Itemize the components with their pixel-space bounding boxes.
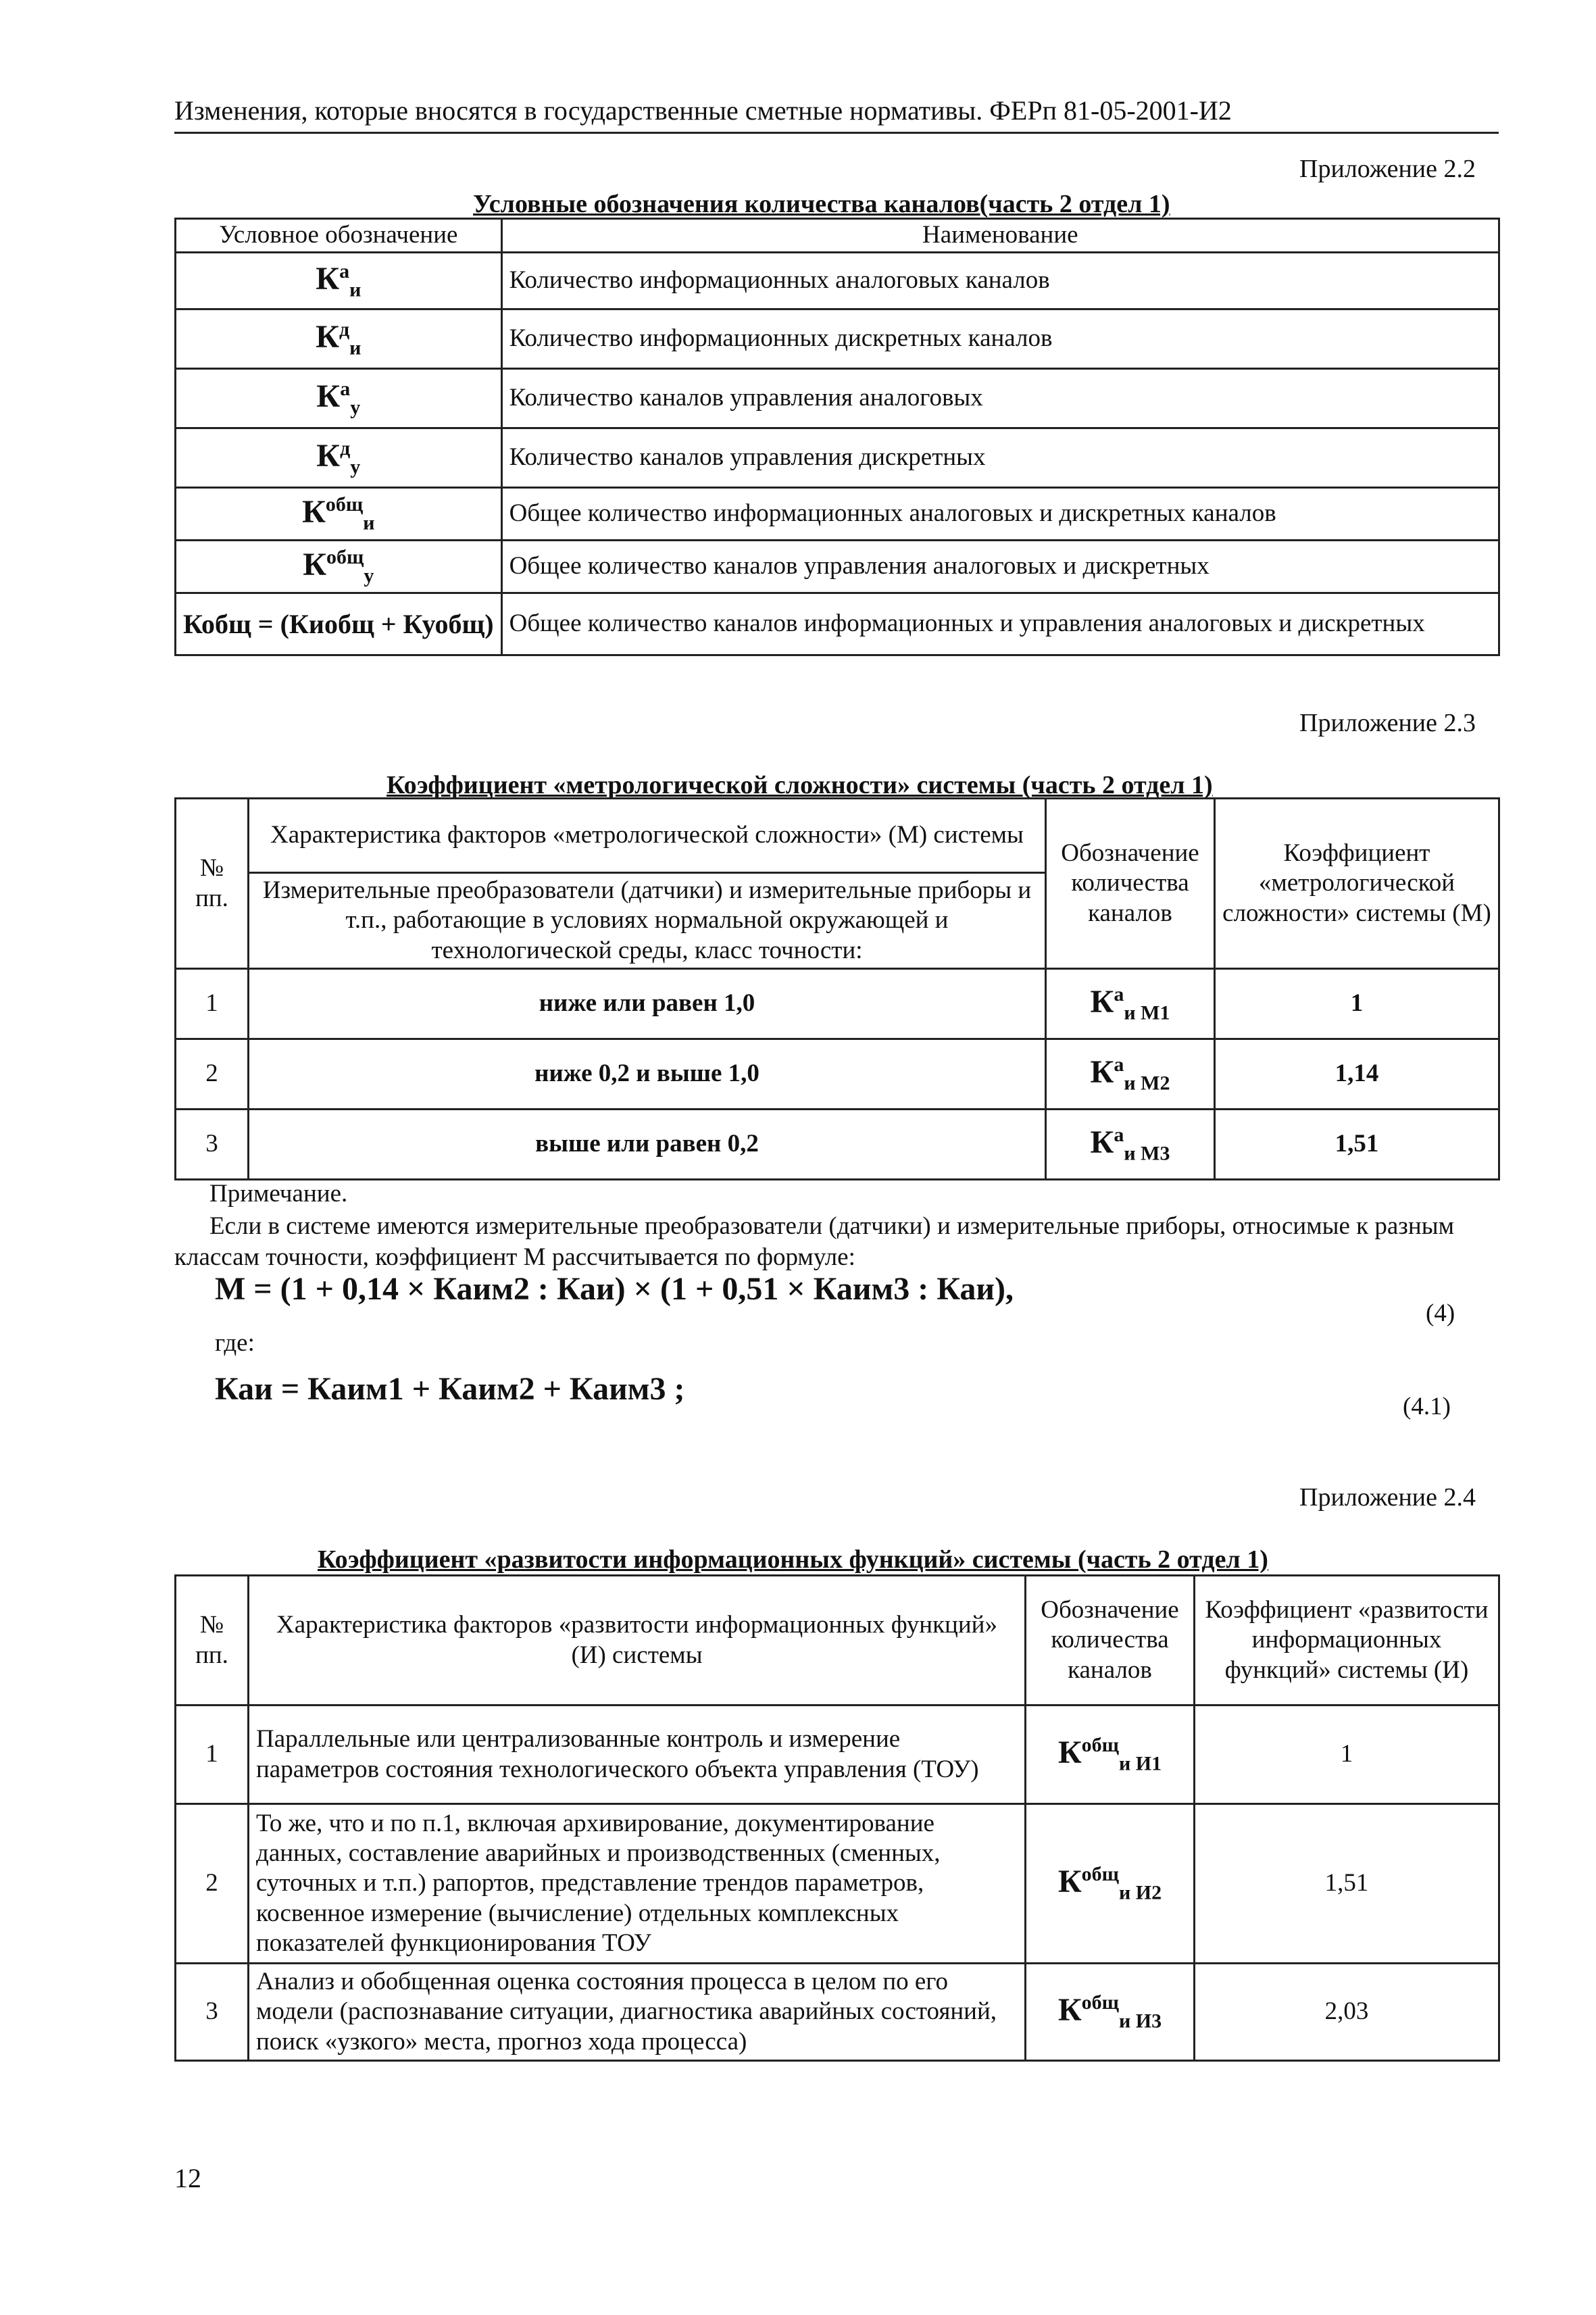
function-description: То же, что и по п.1, включая архивирование, документирование данных, составление аварийных и производственных (сменных, суточных и т.п.) рапортов, представление трендов параметров, косвенное измерение (вычисление) отдельных комплексных показателей функционирования ТОУ bbox=[249, 1804, 1026, 1964]
coefficient-value: 1 bbox=[1215, 969, 1499, 1039]
row-number: 2 bbox=[176, 1804, 249, 1964]
channel-symbol: $К^а_{и М2}$ bbox=[1046, 1039, 1215, 1110]
col-header-characteristic: Характеристика факторов «развитости информационных функций» (И) системы bbox=[249, 1576, 1026, 1706]
coefficient-value: 1,14 bbox=[1215, 1039, 1499, 1110]
col-header-number: № пп. bbox=[176, 1576, 249, 1706]
coefficient-value: 1 bbox=[1195, 1706, 1499, 1804]
col-header-coefficient: Коэффициент «метрологической сложности» системы (М) bbox=[1215, 799, 1499, 969]
col-header-symbol: Обозначение количества каналов bbox=[1046, 799, 1215, 969]
symbol-k-i-total: $К^{общ}_и$ bbox=[176, 488, 502, 541]
coefficient-value: 2,03 bbox=[1195, 1964, 1499, 2061]
symbol-k-i-a: $К^а_и$ bbox=[176, 253, 502, 309]
col-header-coefficient: Коэффициент «развитости информационных функций» системы (И) bbox=[1195, 1576, 1499, 1706]
symbol-name: Количество каналов управления дискретных bbox=[501, 428, 1499, 488]
equation-number-4: (4) bbox=[1426, 1299, 1455, 1327]
channel-symbol: $К^а_{и М3}$ bbox=[1046, 1110, 1215, 1180]
symbol-k-u-d: $К^д_у$ bbox=[176, 428, 502, 488]
symbol-name: Количество информационных дискретных каналов bbox=[501, 309, 1499, 369]
information-functions-table bbox=[174, 1574, 1500, 2062]
symbol-name: Общее количество каналов управления аналоговых и дискретных bbox=[501, 541, 1499, 593]
appendix-2-4-title: Коэффициент «развитости информационных функций» системы (часть 2 отдел 1) bbox=[318, 1545, 1268, 1574]
metrological-complexity-table bbox=[174, 797, 1500, 1180]
page-number: 12 bbox=[174, 2163, 201, 2193]
appendix-2-4-label: Приложение 2.4 bbox=[1299, 1483, 1476, 1512]
symbol-k-i-d: $К^д_и$ bbox=[176, 309, 502, 369]
channel-symbol: $К^а_{и М1}$ bbox=[1046, 969, 1215, 1039]
formula-4-1: Каи = Каим1 + Каим2 + Каим3 ; bbox=[215, 1371, 685, 1407]
equation-number-4-1: (4.1) bbox=[1403, 1393, 1451, 1420]
coefficient-value: 1,51 bbox=[1195, 1804, 1499, 1964]
running-header: Изменения, которые вносятся в государственные сметные нормативы. ФЕРп 81-05-2001-И2 bbox=[174, 95, 1499, 134]
symbol-k-u-total: $К^{общ}_у$ bbox=[176, 541, 502, 593]
col-subheader-accuracy: Измерительные преобразователи (датчики) и измерительные приборы и т.п., работающие в условиях нормальной окружающей и технологической среды, класс точности: bbox=[249, 873, 1046, 969]
symbol-k-total-formula: Кобщ = (Киобщ + Куобщ) bbox=[176, 593, 502, 655]
row-number: 1 bbox=[176, 969, 249, 1039]
row-number: 2 bbox=[176, 1039, 249, 1110]
symbol-name: Общее количество информационных аналоговых и дискретных каналов bbox=[501, 488, 1499, 541]
symbol-name: Количество каналов управления аналоговых bbox=[501, 369, 1499, 428]
row-number: 3 bbox=[176, 1110, 249, 1180]
formula-4: М = (1 + 0,14 × Каим2 : Каи) × (1 + 0,51 × Каим3 : Каи), bbox=[215, 1271, 1014, 1307]
note-title: Примечание. bbox=[209, 1180, 348, 1208]
function-description: Анализ и обобщенная оценка состояния процесса в целом по его модели (распознавание ситуации, диагностика аварийных состояний, поиск «узкого» места, прогноз хода процесса) bbox=[249, 1964, 1026, 2061]
channel-symbols-table bbox=[174, 218, 1500, 656]
col-header-number: № пп. bbox=[176, 799, 249, 969]
accuracy-class: ниже или равен 1,0 bbox=[249, 969, 1046, 1039]
channel-symbol: $К^{общ}_{и И3}$ bbox=[1026, 1964, 1195, 2061]
appendix-2-2-title: Условные обозначения количества каналов(часть 2 отдел 1) bbox=[473, 190, 1170, 218]
appendix-2-3-title: Коэффициент «метрологической сложности» системы (часть 2 отдел 1) bbox=[386, 771, 1213, 799]
note-text: Если в системе имеются измерительные преобразователи (датчики) и измерительные приборы, относимые к разным классам точности, коэффициент М рассчитывается по формуле: bbox=[174, 1212, 1454, 1272]
channel-symbol: $К^{общ}_{и И2}$ bbox=[1026, 1804, 1195, 1964]
channel-symbol: $К^{общ}_{и И1}$ bbox=[1026, 1706, 1195, 1804]
symbol-name: Количество информационных аналоговых каналов bbox=[501, 253, 1499, 309]
col-header-symbol: Условное обозначение bbox=[176, 219, 502, 253]
accuracy-class: ниже 0,2 и выше 1,0 bbox=[249, 1039, 1046, 1110]
row-number: 3 bbox=[176, 1964, 249, 2061]
where-label: где: bbox=[215, 1329, 255, 1357]
coefficient-value: 1,51 bbox=[1215, 1110, 1499, 1180]
appendix-2-3-label: Приложение 2.3 bbox=[1299, 709, 1476, 737]
row-number: 1 bbox=[176, 1706, 249, 1804]
accuracy-class: выше или равен 0,2 bbox=[249, 1110, 1046, 1180]
symbol-k-u-a: $К^а_у$ bbox=[176, 369, 502, 428]
appendix-2-2-label: Приложение 2.2 bbox=[1299, 155, 1476, 183]
col-header-name: Наименование bbox=[501, 219, 1499, 253]
col-header-characteristic: Характеристика факторов «метрологической сложности» (М) системы bbox=[249, 799, 1046, 873]
function-description: Параллельные или централизованные контроль и измерение параметров состояния технологического объекта управления (ТОУ) bbox=[249, 1706, 1026, 1804]
col-header-symbol: Обозначение количества каналов bbox=[1026, 1576, 1195, 1706]
symbol-name: Общее количество каналов информационных и управления аналоговых и дискретных bbox=[501, 593, 1499, 655]
